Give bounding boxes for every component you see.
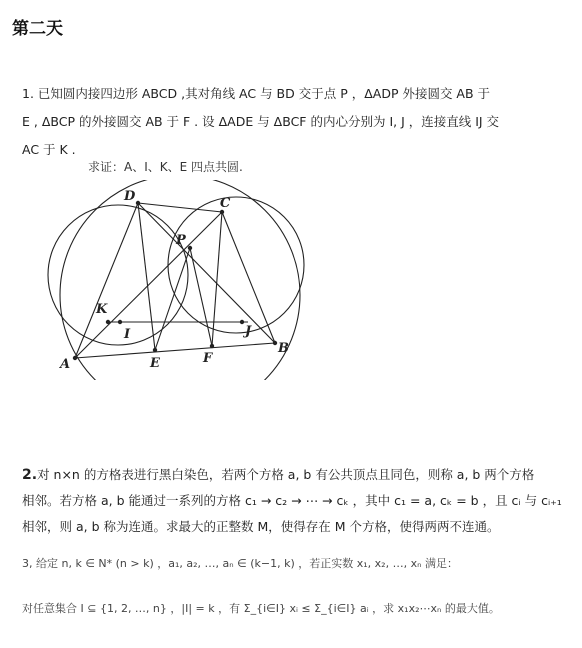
label-p: P — [176, 233, 186, 248]
problem-1-line-1: 1. 已知圆内接四边形 ABCD ,其对角线 AC 与 BD 交于点 P ，ΔADP 外接圆交 AB 于 — [22, 86, 491, 101]
label-c: C — [220, 196, 231, 211]
circle-adp — [48, 205, 188, 345]
label-b: B — [278, 341, 289, 356]
geometry-figure — [0, 180, 582, 380]
segment-pe — [155, 248, 190, 350]
point-e — [153, 348, 157, 352]
problem-2-line-1 — [22, 462, 570, 488]
problem-1-line-2: E , ΔBCP 的外接圆交 AB 于 F . 设 ΔADE 与 ΔBCF 的内心分别为 I, J ，连接直线 IJ 交 — [22, 114, 500, 129]
label-j: J — [245, 324, 252, 339]
point-p — [188, 246, 192, 250]
problem-2-statement — [22, 462, 570, 540]
label-d: D — [124, 189, 136, 204]
problem-1-statement — [22, 80, 570, 164]
page-heading: 第二天 — [12, 19, 63, 39]
point-i — [118, 320, 122, 324]
problem-1-line-3: AC 于 K . — [22, 142, 76, 157]
problem-3-line-1: 3, 给定 n, k ∈ N* (n > k) ，a₁, a₂, …, aₙ ∈ (k−1, k) ，若正实数 x₁, x₂, …, xₙ 满足： — [22, 557, 458, 570]
segment-pf — [190, 248, 212, 346]
diagonal-ac — [75, 212, 222, 358]
point-j — [240, 320, 244, 324]
problem-2-line-1-text: 对 n×n 的方格表进行黑白染色，若两个方格 a, b 有公共顶点且同色，则称 a, b 两个方格 — [37, 467, 535, 482]
label-k: K — [96, 302, 108, 317]
circle-bcp — [168, 197, 304, 333]
segment-cf — [212, 212, 222, 346]
point-f — [210, 344, 214, 348]
segment-de — [138, 203, 155, 350]
problem-3-line-2: 对任意集合 I ⊆ {1, 2, …, n} ，|I| = k ，有 Σ_{i∈I} xᵢ ≤ Σ_{i∈I} aᵢ ，求 x₁x₂⋯xₙ 的最大值。 — [22, 602, 500, 615]
label-i: I — [124, 327, 131, 342]
label-e: E — [150, 356, 160, 371]
segment-ab — [75, 343, 275, 358]
problem-2-line-3: 相邻，则 a, b 称为连通。求最大的正整数 M，使得存在 M 个方格，使得两两不连通。 — [22, 519, 500, 534]
point-b — [273, 341, 277, 345]
point-d — [136, 201, 140, 205]
problem-1-claim: 求证：A、I、K、E 四点共圆. — [88, 160, 243, 174]
segment-dc — [138, 203, 222, 212]
point-a — [73, 356, 77, 360]
geometry-figure-svg — [0, 180, 582, 380]
point-k — [106, 320, 110, 324]
label-f: F — [203, 351, 213, 366]
problem-2-number: 2. — [22, 467, 38, 483]
label-a: A — [60, 357, 71, 372]
problem-2-line-2: 相邻。若方格 a, b 能通过一系列的方格 c₁ → c₂ → ⋯ → cₖ ，其中 c₁ = a, cₖ = b ，且 cᵢ 与 cᵢ₊₁ — [22, 493, 562, 508]
